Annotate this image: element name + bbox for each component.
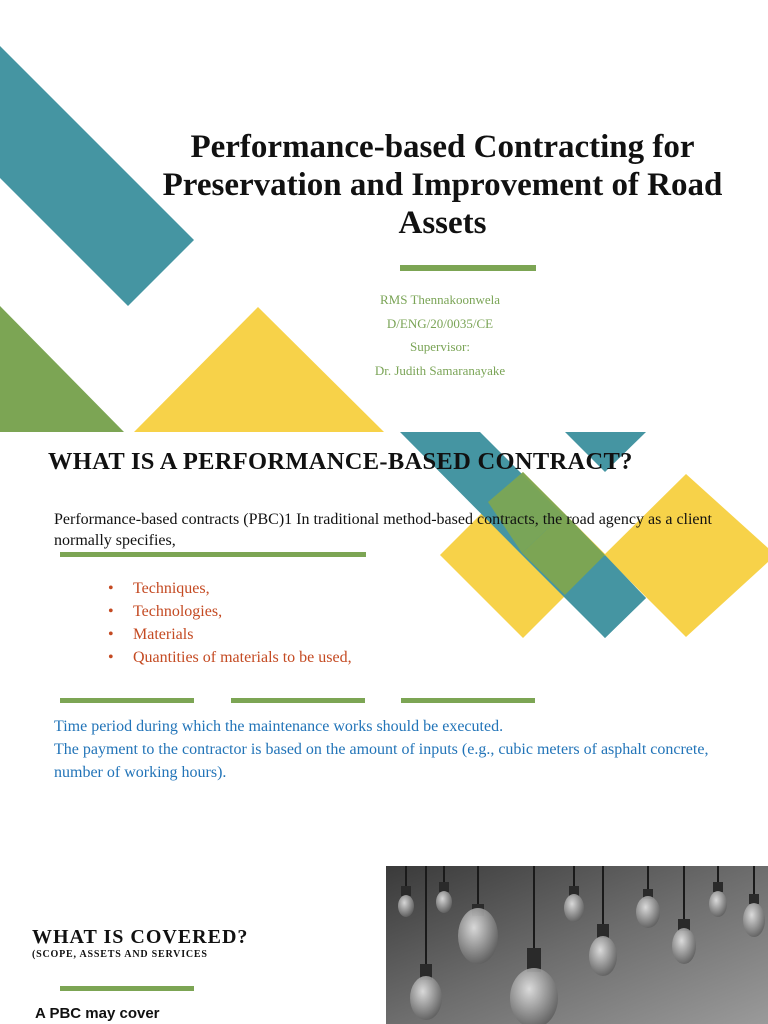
time-period-text: Time period during which the maintenance works should be executed. xyxy=(54,718,504,735)
specification-list xyxy=(108,577,352,669)
covered-underline xyxy=(60,986,194,991)
intro-paragraph: Performance-based contracts (PBC)1 In traditional method-based contracts, the road agency as a client normally specifies, xyxy=(54,511,712,549)
supervisor-label: Supervisor: xyxy=(410,339,470,354)
covered-heading: WHAT IS COVERED? xyxy=(32,926,249,948)
list-item: • Materials xyxy=(108,623,352,646)
divider-1 xyxy=(60,698,194,703)
title-underline xyxy=(400,265,536,271)
divider-2 xyxy=(231,698,365,703)
author-name: RMS Thennakoonwela xyxy=(380,292,500,307)
list-item: • Techniques, xyxy=(108,577,352,600)
pbc-heading: WHAT IS A PERFORMANCE-BASED CONTRACT? xyxy=(48,448,633,475)
covered-subheading: (SCOPE, ASSETS AND SERVICES xyxy=(32,949,208,960)
slide-title: Performance-based Contracting for Preservation and Improvement of Road Assets xyxy=(162,129,723,241)
supervisor-name: Dr. Judith Samaranayake xyxy=(374,363,506,378)
list-item: • Quantities of materials to be used, xyxy=(108,646,352,669)
green-triangle xyxy=(0,306,124,432)
registration-number: D/ENG/20/0035/CE xyxy=(386,316,494,331)
underline-intro xyxy=(60,552,366,557)
pbc-may-cover-text: A PBC may cover xyxy=(35,1005,160,1022)
divider-3 xyxy=(401,698,535,703)
payment-text: The payment to the contractor is based on the amount of inputs (e.g., cubic meters of asphalt concrete, number of working hours). xyxy=(54,741,709,781)
hanging-light-bulbs-photo xyxy=(386,866,768,1024)
list-item: • Technologies, xyxy=(108,600,352,623)
